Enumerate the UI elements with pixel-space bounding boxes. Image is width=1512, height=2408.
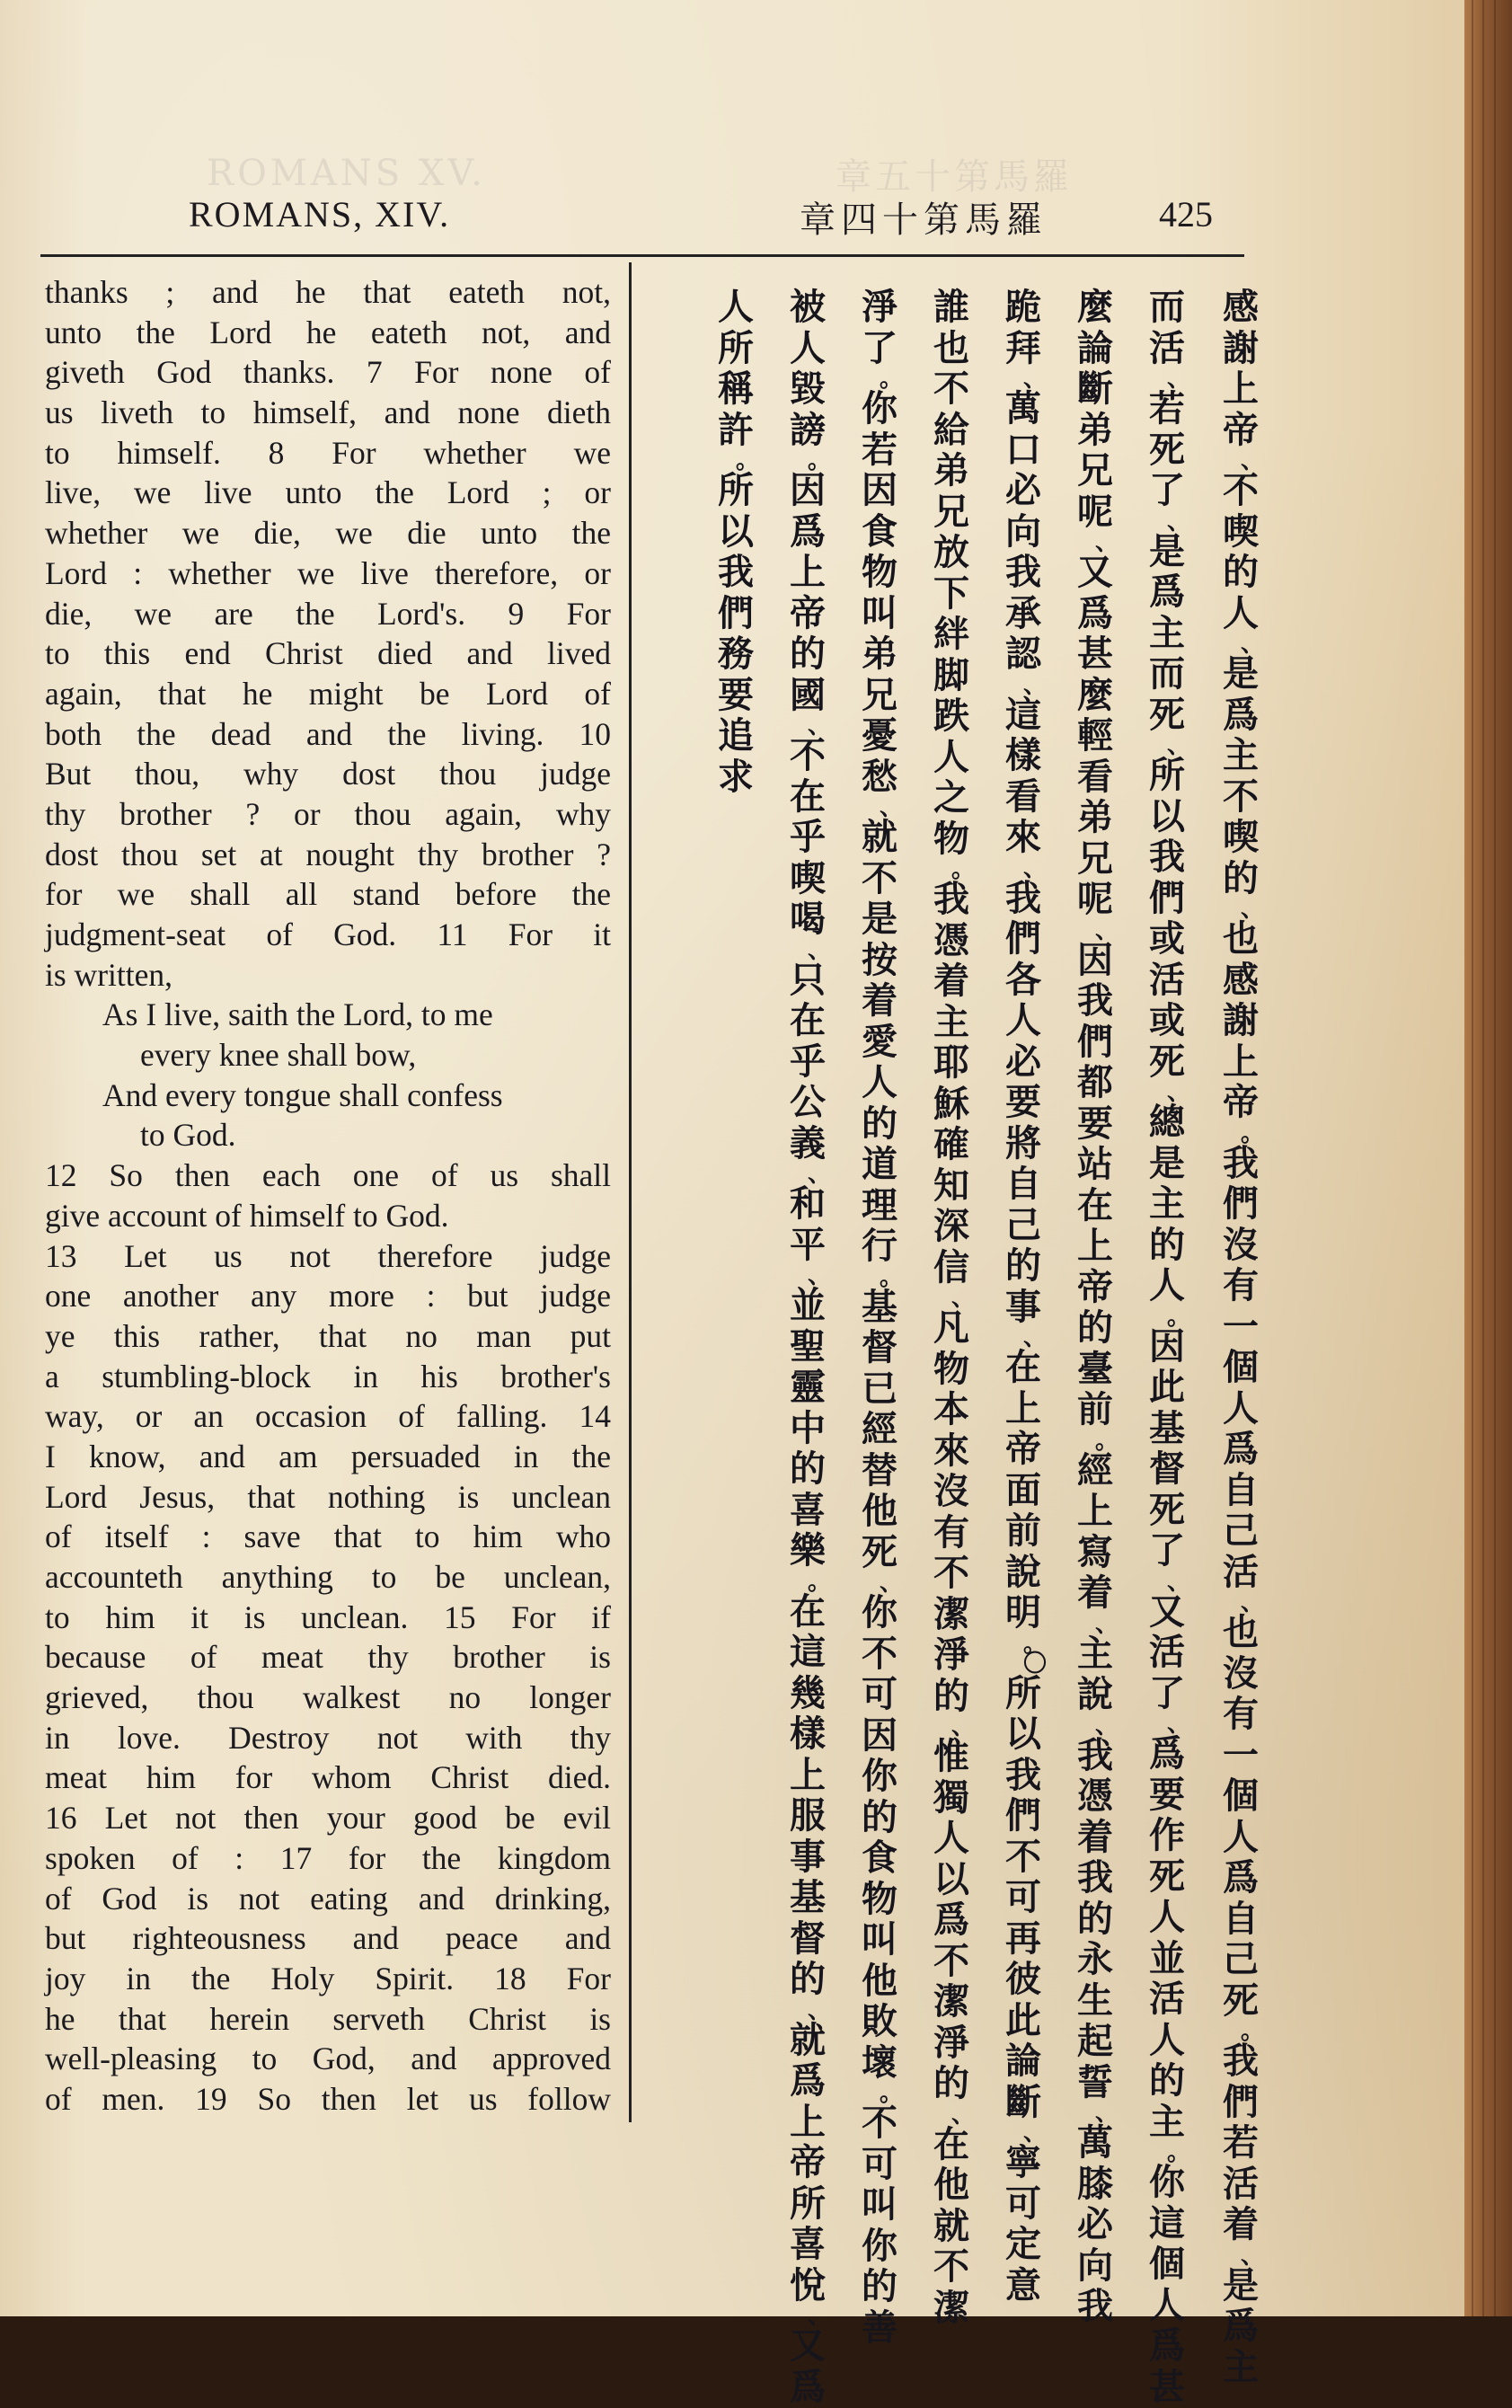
- bleed-through-heading: ROMANS XV.: [207, 153, 486, 194]
- english-line: whether we die, we die unto the: [45, 515, 611, 552]
- english-line: both the dead and the living. 10: [45, 715, 611, 752]
- english-line: But thou, why dost thou judge: [45, 756, 611, 792]
- chinese-column: 被 人 毀 謗 。 因 爲 上 帝 的 國 、 不 在 乎 喫 喝 、 只 在 乎 公 義 、 和 平 、 並 聖 靈 中 的 喜 樂 。 在 這 幾 樣 上 服 事 基 督 的 、 就 爲 上 帝 所 喜 悅 、 又 爲: [790, 287, 831, 2408]
- english-text-column: [45, 272, 611, 2120]
- english-line: to this end Christ died and lived: [45, 635, 611, 672]
- english-line: again, that he might be Lord of: [45, 675, 611, 712]
- english-line: but righteousness and peace and: [45, 1920, 611, 1957]
- english-line: As I live, saith the Lord, to me: [102, 996, 493, 1033]
- english-line: ye this rather, that no man put: [45, 1317, 611, 1354]
- header-title-zh: 章四十第馬羅: [800, 199, 1048, 241]
- english-line: in love. Destroy not with thy: [45, 1719, 611, 1756]
- english-line: 16 Let not then your good be evil: [45, 1800, 611, 1837]
- english-line: every knee shall bow,: [140, 1037, 417, 1074]
- english-line: dost thou set at nought thy brother ?: [45, 836, 611, 872]
- page-number: 425: [1159, 194, 1213, 235]
- english-line: I know, and am persuaded in the: [45, 1438, 611, 1474]
- english-line: unto the Lord he eateth not, and: [45, 314, 611, 350]
- english-line: joy in the Holy Spirit. 18 For: [45, 1960, 611, 1996]
- chinese-column: 麼 論 斷 弟 兄 呢 、 又 爲 甚 麼 輕 看 弟 兄 呢 、 因 我 們 都 要 站 在 上 帝 的 臺 前 。 經 上 寫 着 、 主 說 、 我 憑 着 我 的 永 生 起 誓 、 萬 膝 必 向 我: [1077, 287, 1119, 2327]
- english-line: a stumbling-block in his brother's: [45, 1358, 611, 1394]
- english-line: of men. 19 So then let us follow: [45, 2080, 611, 2117]
- english-line: to himself. 8 For whether we: [45, 434, 611, 471]
- english-line: live, we live unto the Lord ; or: [45, 474, 611, 511]
- english-line: thy brother ? or thou again, why: [45, 795, 611, 832]
- header-title-en: ROMANS, XIV.: [189, 194, 451, 235]
- english-line: to him it is unclean. 15 For if: [45, 1598, 611, 1635]
- english-line: to God.: [140, 1117, 236, 1154]
- english-line: And every tongue shall confess: [102, 1076, 503, 1113]
- english-line: us liveth to himself, and none dieth: [45, 394, 611, 431]
- page-edge: [1464, 0, 1512, 2316]
- header-rule: [40, 254, 1244, 257]
- english-line: Lord Jesus, that nothing is unclean: [45, 1478, 611, 1515]
- english-line: one another any more : but judge: [45, 1278, 611, 1315]
- english-line: of God is not eating and drinking,: [45, 1880, 611, 1917]
- english-line: way, or an occasion of falling. 14: [45, 1398, 611, 1435]
- running-header: [0, 184, 1464, 247]
- english-line: of itself : save that to him who: [45, 1518, 611, 1555]
- english-line: 12 So then each one of us shall: [45, 1157, 611, 1194]
- chinese-column: 而 活 、 若 死 了 、 是 爲 主 而 死 、 所 以 我 們 或 活 或 死 、 總 是 主 的 人 。 因 此 基 督 死 了 、 又 活 了 、 爲 要 作 死 人 並 活 人 的 主 。 你 這 個 人 爲 甚: [1149, 287, 1190, 2408]
- chinese-column: 跪 拜 、 萬 口 必 向 我 承 認 、 這 樣 看 來 、 我 們 各 人 必 要 將 自 己 的 事 、 在 上 帝 面 前 說 明 。 〇 所 以 我 們 不 可 再 彼 此 論 斷 、 寧 可 定 意: [1005, 287, 1047, 2306]
- english-line: spoken of : 17 for the kingdom: [45, 1839, 611, 1876]
- english-line: is written,: [45, 956, 172, 993]
- bleed-through-heading-zh: 章五十第馬羅: [836, 156, 1073, 198]
- english-line: accounteth anything to be unclean,: [45, 1559, 611, 1595]
- english-line: grieved, thou walkest no longer: [45, 1679, 611, 1716]
- english-line: meat him for whom Christ died.: [45, 1759, 611, 1796]
- chinese-column: 人 所 稱 許 。 所 以 我 們 務 要 追 求: [718, 287, 759, 798]
- english-line: giveth God thanks. 7 For none of: [45, 354, 611, 391]
- column-divider: [629, 262, 632, 2122]
- english-line: die, we are the Lord's. 9 For: [45, 595, 611, 632]
- english-line: thanks ; and he that eateth not,: [45, 274, 611, 310]
- english-line: well-pleasing to God, and approved: [45, 2041, 611, 2077]
- chinese-text-column: [642, 287, 1271, 2408]
- english-line: for we shall all stand before the: [45, 876, 611, 913]
- chinese-column: 感 謝 上 帝 、 不 喫 的 人 、 是 爲 主 不 喫 的 、 也 感 謝 上 帝 。 我 們 沒 有 一 個 人 爲 自 己 活 、 也 沒 有 一 個 人 爲 自 己 死 。 我 們 若 活 着 、 是 爲 主: [1223, 287, 1264, 2388]
- english-line: he that herein serveth Christ is: [45, 2000, 611, 2037]
- english-line: judgment-seat of God. 11 For it: [45, 916, 611, 952]
- chinese-column: 誰 也 不 給 弟 兄 放 下 絆 脚 跌 人 之 物 。 我 憑 着 主 耶 穌 確 知 深 信 、 凡 物 本 來 沒 有 不 潔 淨 的 、 惟 獨 人 以 爲 不 潔 淨 的 、 在 他 就 不 潔: [933, 287, 975, 2329]
- english-line: give account of himself to God.: [45, 1197, 449, 1234]
- english-line: Lord : whether we live therefore, or: [45, 554, 611, 591]
- english-line: because of meat thy brother is: [45, 1639, 611, 1676]
- english-line: 13 Let us not therefore judge: [45, 1237, 611, 1274]
- chinese-column: 淨 了 。 你 若 因 食 物 叫 弟 兄 憂 愁 、 就 不 是 按 着 愛 人 的 道 理 行 。 基 督 已 經 替 他 死 、 你 不 可 因 你 的 食 物 叫 他 敗 壞 。 不 可 叫 你 的 善: [862, 287, 903, 2349]
